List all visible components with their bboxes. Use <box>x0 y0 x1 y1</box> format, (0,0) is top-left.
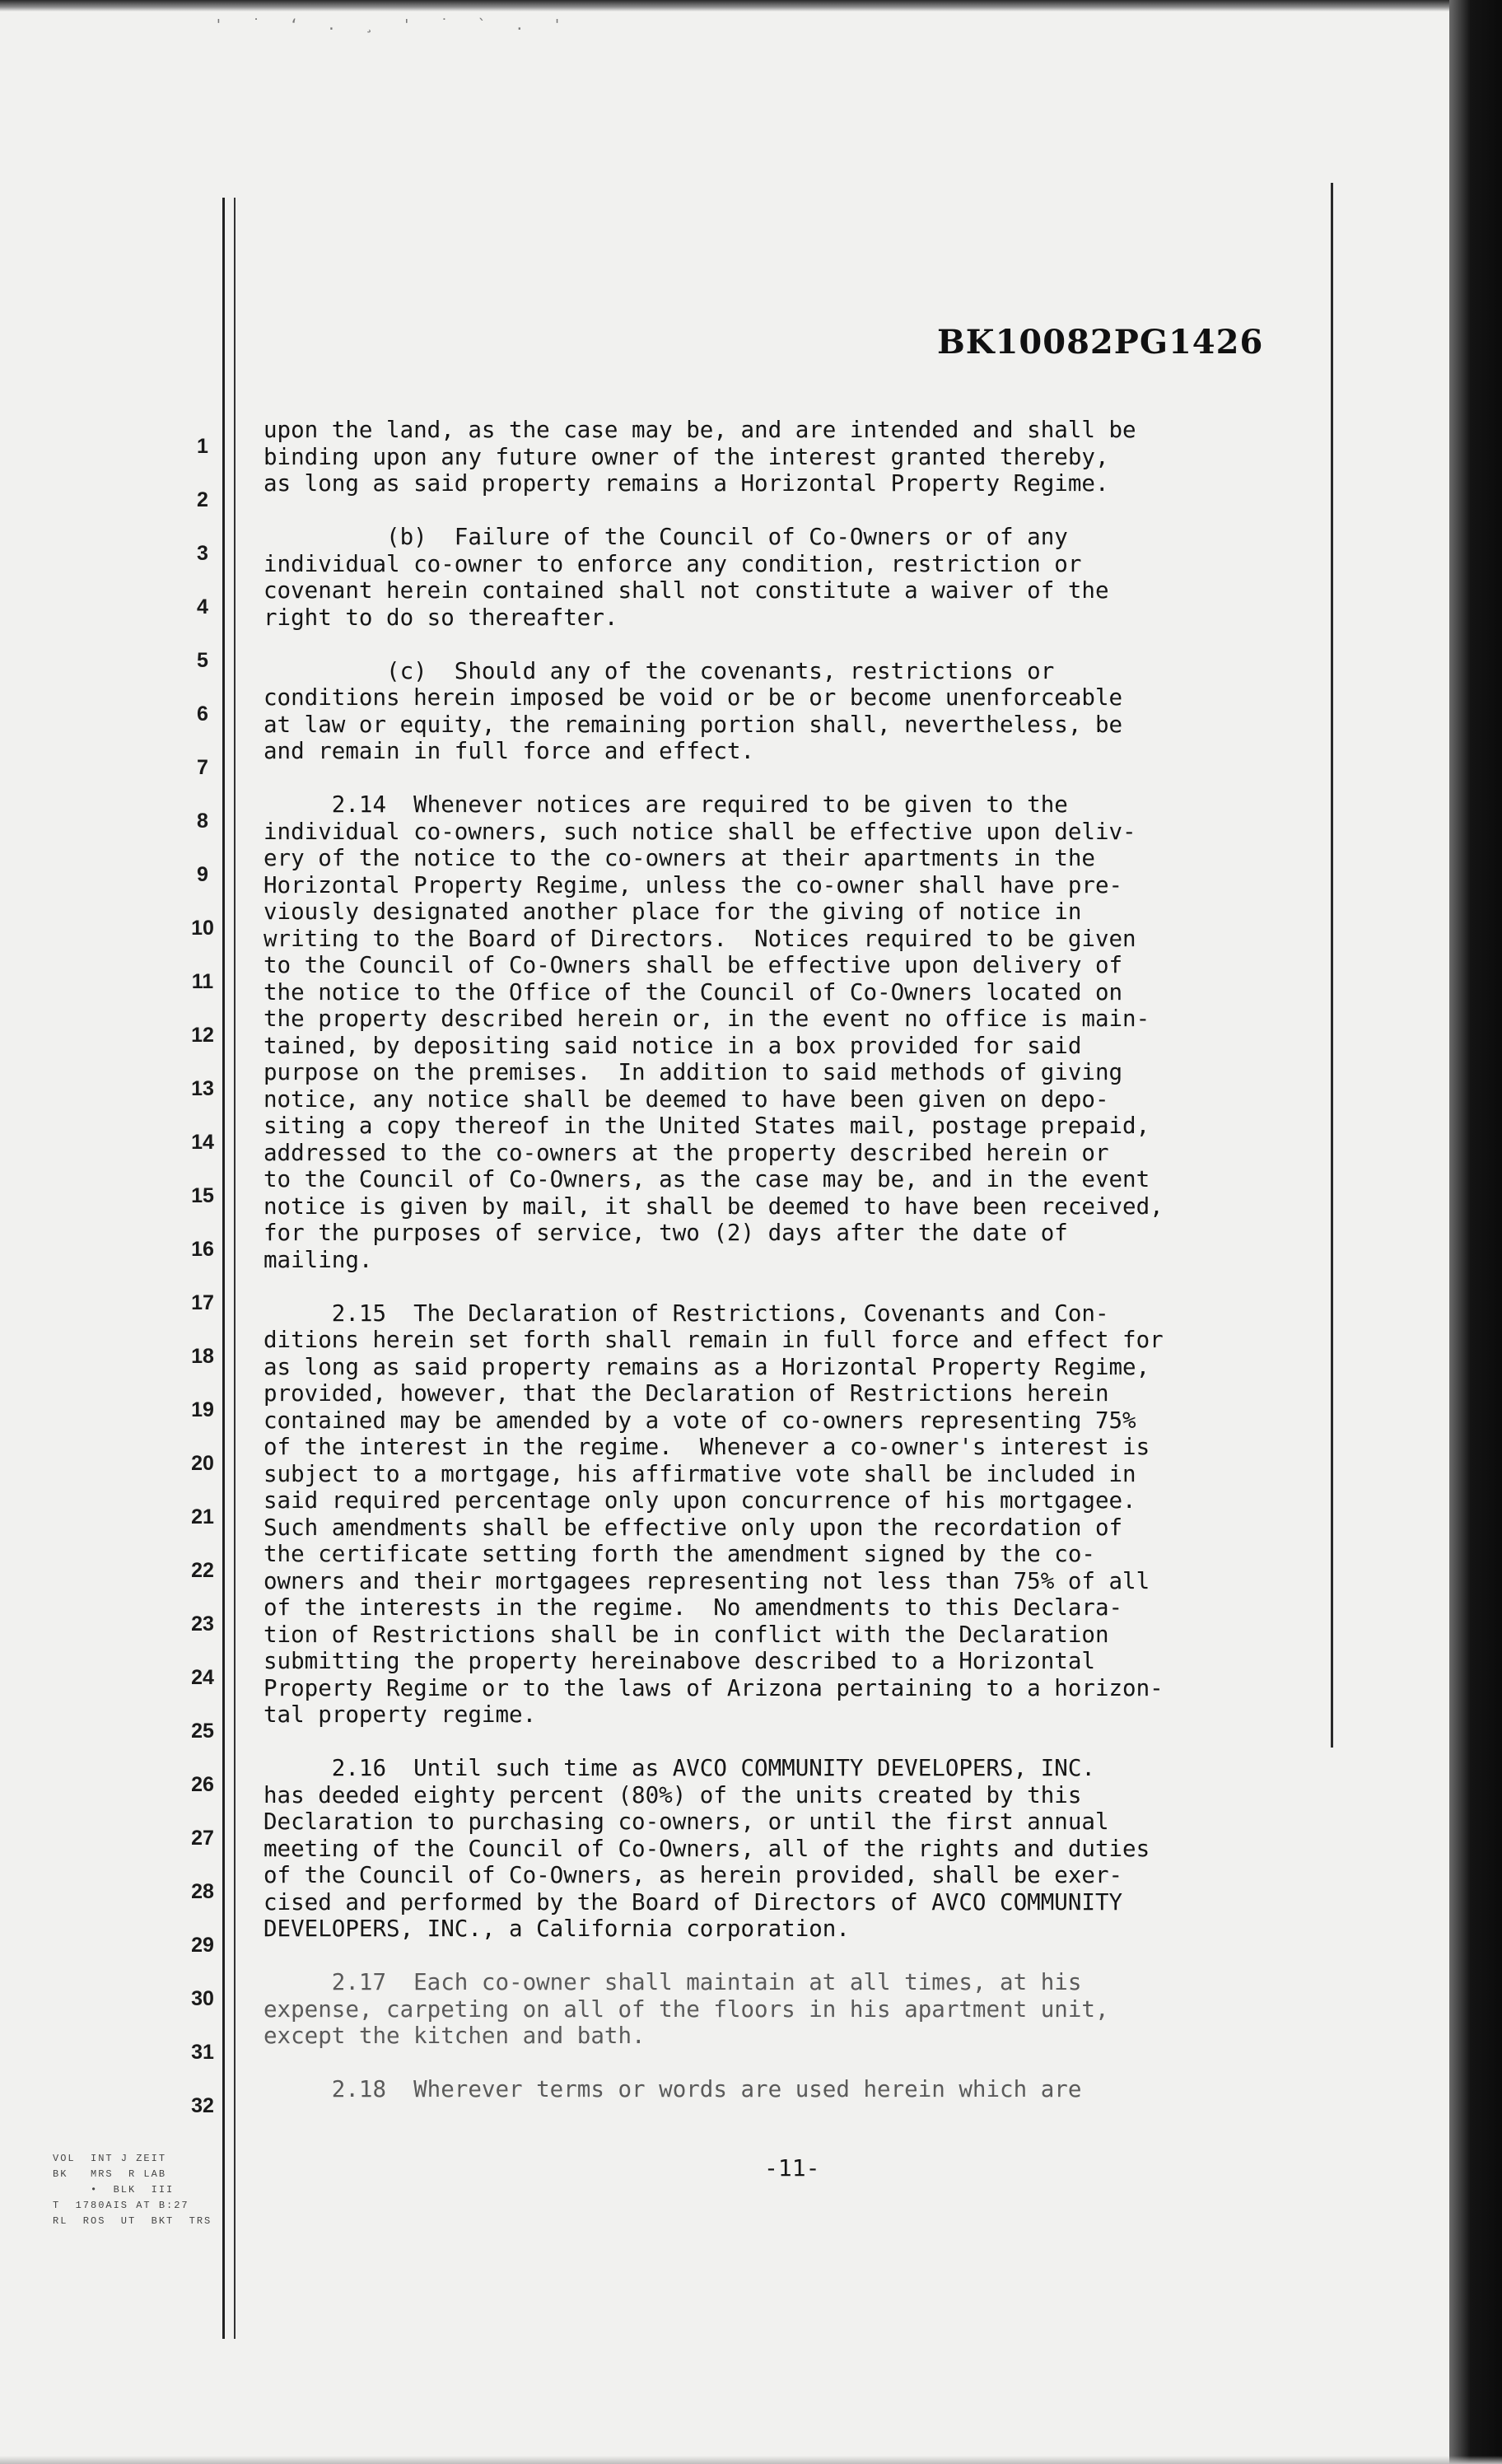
line-number: 14 <box>191 1131 214 1154</box>
text-line: 2.14 Whenever notices are required to be given to the <box>264 791 1068 818</box>
line-number: 10 <box>191 917 214 940</box>
text-line: as long as said property remains as a Horizontal Property Regime, <box>264 1353 1150 1380</box>
text-line: Horizontal Property Regime, unless the co-owner shall have pre- <box>264 871 1123 898</box>
text-line: subject to a mortgage, his affirmative vote shall be included in <box>264 1460 1136 1487</box>
line-number: 17 <box>191 1291 214 1314</box>
page-number: -11- <box>764 2154 820 2182</box>
line-number: 15 <box>191 1184 214 1207</box>
book-page-reference: BK10082PG1426 <box>937 323 1264 362</box>
text-line: of the interests in the regime. No amendments to this Declara- <box>264 1594 1123 1621</box>
paragraph-gap <box>264 2050 1350 2077</box>
text-line: binding upon any future owner of the interest granted thereby, <box>264 443 1109 470</box>
margin-rule-inner <box>234 198 236 2339</box>
scan-noise: ' ˙ ‘ . ¸ ' ˙ ` . ' <box>214 16 571 34</box>
text-line: has deeded eighty percent (80%) of the units created by this <box>264 1781 1082 1808</box>
stamp-line: • BLK III <box>53 2184 175 2196</box>
text-line: DEVELOPERS, INC., a California corporation. <box>264 1916 850 1942</box>
text-line: as long as said property remains a Horizontal Property Regime. <box>264 470 1109 497</box>
line-number: 12 <box>191 1024 214 1047</box>
line-number: 21 <box>191 1505 214 1528</box>
line-number: 5 <box>197 649 208 672</box>
text-line: except the kitchen and bath. <box>264 2023 646 2049</box>
text-line: submitting the property hereinabove described to a Horizontal <box>264 1648 1095 1674</box>
text-line: of the interest in the regime. Whenever a co-owner's interest is <box>264 1434 1150 1460</box>
line-number-column <box>186 435 219 2148</box>
text-line: individual co-owner to enforce any condition, restriction or <box>264 550 1082 577</box>
text-line: said required percentage only upon concurrence of his mortgagee. <box>264 1487 1136 1514</box>
text-line: owners and their mortgagees representing not less than 75% of all <box>264 1567 1150 1594</box>
text-line: ery of the notice to the co-owners at their apartments in the <box>264 845 1095 871</box>
text-line: covenant herein contained shall not constitute a waiver of the <box>264 577 1109 604</box>
text-line: meeting of the Council of Co-Owners, all of the rights and duties <box>264 1835 1150 1862</box>
stamp-line: RL ROS UT BKT TRS <box>53 2215 212 2227</box>
text-line: addressed to the co-owners at the property described herein or <box>264 1139 1109 1166</box>
text-line: for the purposes of service, two (2) days after the date of <box>264 1220 1068 1246</box>
paragraph-gap <box>264 1273 1350 1300</box>
text-line: (c) Should any of the covenants, restrictions or <box>264 657 1055 684</box>
text-line: conditions herein imposed be void or be or become unenforceable <box>264 684 1123 711</box>
text-line: upon the land, as the case may be, and are intended and shall be <box>264 417 1136 443</box>
line-number: 11 <box>191 970 214 993</box>
line-number: 23 <box>191 1612 214 1636</box>
text-line: individual co-owners, such notice shall be effective upon deliv- <box>264 818 1136 845</box>
line-number: 13 <box>191 1077 214 1100</box>
text-line: purpose on the premises. In addition to said methods of giving <box>264 1059 1123 1085</box>
text-line: the notice to the Office of the Council of Co-Owners located on <box>264 978 1123 1006</box>
recording-stamp <box>53 2151 275 2229</box>
line-number: 28 <box>191 1880 214 1903</box>
text-line: 2.15 The Declaration of Restrictions, Covenants and Con- <box>264 1300 1109 1327</box>
document-body <box>264 417 1350 2103</box>
text-line: notice, any notice shall be deemed to have been given on depo- <box>264 1085 1109 1113</box>
line-number: 18 <box>191 1345 214 1368</box>
line-number: 1 <box>197 435 208 458</box>
line-number: 24 <box>191 1666 214 1689</box>
scan-bottom-edge <box>0 2456 1502 2464</box>
text-line: expense, carpeting on all of the floors in his apartment unit, <box>264 1995 1109 2023</box>
text-line: contained may be amended by a vote of co-owners representing 75% <box>264 1407 1136 1434</box>
text-line: ditions herein set forth shall remain in full force and effect for <box>264 1327 1164 1353</box>
line-number: 30 <box>191 1987 214 2010</box>
text-line: cised and performed by the Board of Directors of AVCO COMMUNITY <box>264 1888 1123 1916</box>
line-number: 8 <box>197 810 208 833</box>
text-line: Such amendments shall be effective only upon the recordation of <box>264 1514 1123 1541</box>
line-number: 9 <box>197 863 208 886</box>
line-number: 22 <box>191 1559 214 1582</box>
paragraph-gap <box>264 1729 1350 1756</box>
text-line: to the Council of Co-Owners shall be effective upon delivery of <box>264 952 1123 978</box>
text-line: 2.16 Until such time as AVCO COMMUNITY DEVELOPERS, INC. <box>264 1755 1095 1781</box>
scan-right-edge <box>1449 0 1502 2464</box>
text-line: at law or equity, the remaining portion shall, nevertheless, be <box>264 711 1123 738</box>
line-number: 6 <box>197 702 208 726</box>
stamp-line: T 1780AIS AT B:27 <box>53 2200 189 2211</box>
text-line: (b) Failure of the Council of Co-Owners or of any <box>264 524 1068 550</box>
line-number: 32 <box>191 2094 214 2117</box>
line-number: 29 <box>191 1934 214 1957</box>
line-number: 20 <box>191 1452 214 1475</box>
line-number: 19 <box>191 1398 214 1421</box>
text-line: Declaration to purchasing co-owners, or until the first annual <box>264 1808 1109 1835</box>
text-line: provided, however, that the Declaration of Restrictions herein <box>264 1380 1109 1407</box>
line-number: 26 <box>191 1773 214 1796</box>
text-line: Property Regime or to the laws of Arizona pertaining to a horizon- <box>264 1674 1164 1701</box>
paragraph-gap <box>264 497 1350 525</box>
scan-top-edge <box>0 0 1502 12</box>
text-line: right to do so thereafter. <box>264 604 618 631</box>
line-number: 27 <box>191 1827 214 1850</box>
paragraph-gap <box>264 1943 1350 1970</box>
text-line: to the Council of Co-Owners, as the case may be, and in the event <box>264 1166 1150 1192</box>
line-number: 31 <box>191 2041 214 2064</box>
margin-rule-outer <box>222 198 225 2339</box>
line-number: 4 <box>197 595 208 618</box>
text-line: and remain in full force and effect. <box>264 738 755 764</box>
paragraph-gap <box>264 765 1350 792</box>
text-line: tal property regime. <box>264 1701 537 1728</box>
text-line: writing to the Board of Directors. Notices required to be given <box>264 925 1136 952</box>
text-line: tained, by depositing said notice in a box provided for said <box>264 1032 1082 1059</box>
line-number: 7 <box>197 756 208 779</box>
stamp-line: VOL INT J ZEIT <box>53 2153 167 2164</box>
line-number: 2 <box>197 488 208 511</box>
text-line: tion of Restrictions shall be in conflict with the Declaration <box>264 1621 1109 1648</box>
paragraph-gap <box>264 631 1350 658</box>
text-line: 2.18 Wherever terms or words are used herein which are <box>264 2076 1082 2102</box>
line-number: 25 <box>191 1720 214 1743</box>
text-line: viously designated another place for the giving of notice in <box>264 898 1082 925</box>
text-line: mailing. <box>264 1246 373 1273</box>
text-line: 2.17 Each co-owner shall maintain at all times, at his <box>264 1969 1082 1995</box>
text-line: of the Council of Co-Owners, as herein provided, shall be exer- <box>264 1862 1123 1888</box>
text-line: the certificate setting forth the amendment signed by the co- <box>264 1541 1095 1567</box>
stamp-line: BK MRS R LAB <box>53 2168 167 2180</box>
text-line: notice is given by mail, it shall be deemed to have been received, <box>264 1192 1164 1220</box>
text-line: the property described herein or, in the event no office is main- <box>264 1006 1150 1032</box>
text-line: siting a copy thereof in the United States mail, postage prepaid, <box>264 1113 1150 1139</box>
line-number: 16 <box>191 1238 214 1261</box>
line-number: 3 <box>197 542 208 565</box>
